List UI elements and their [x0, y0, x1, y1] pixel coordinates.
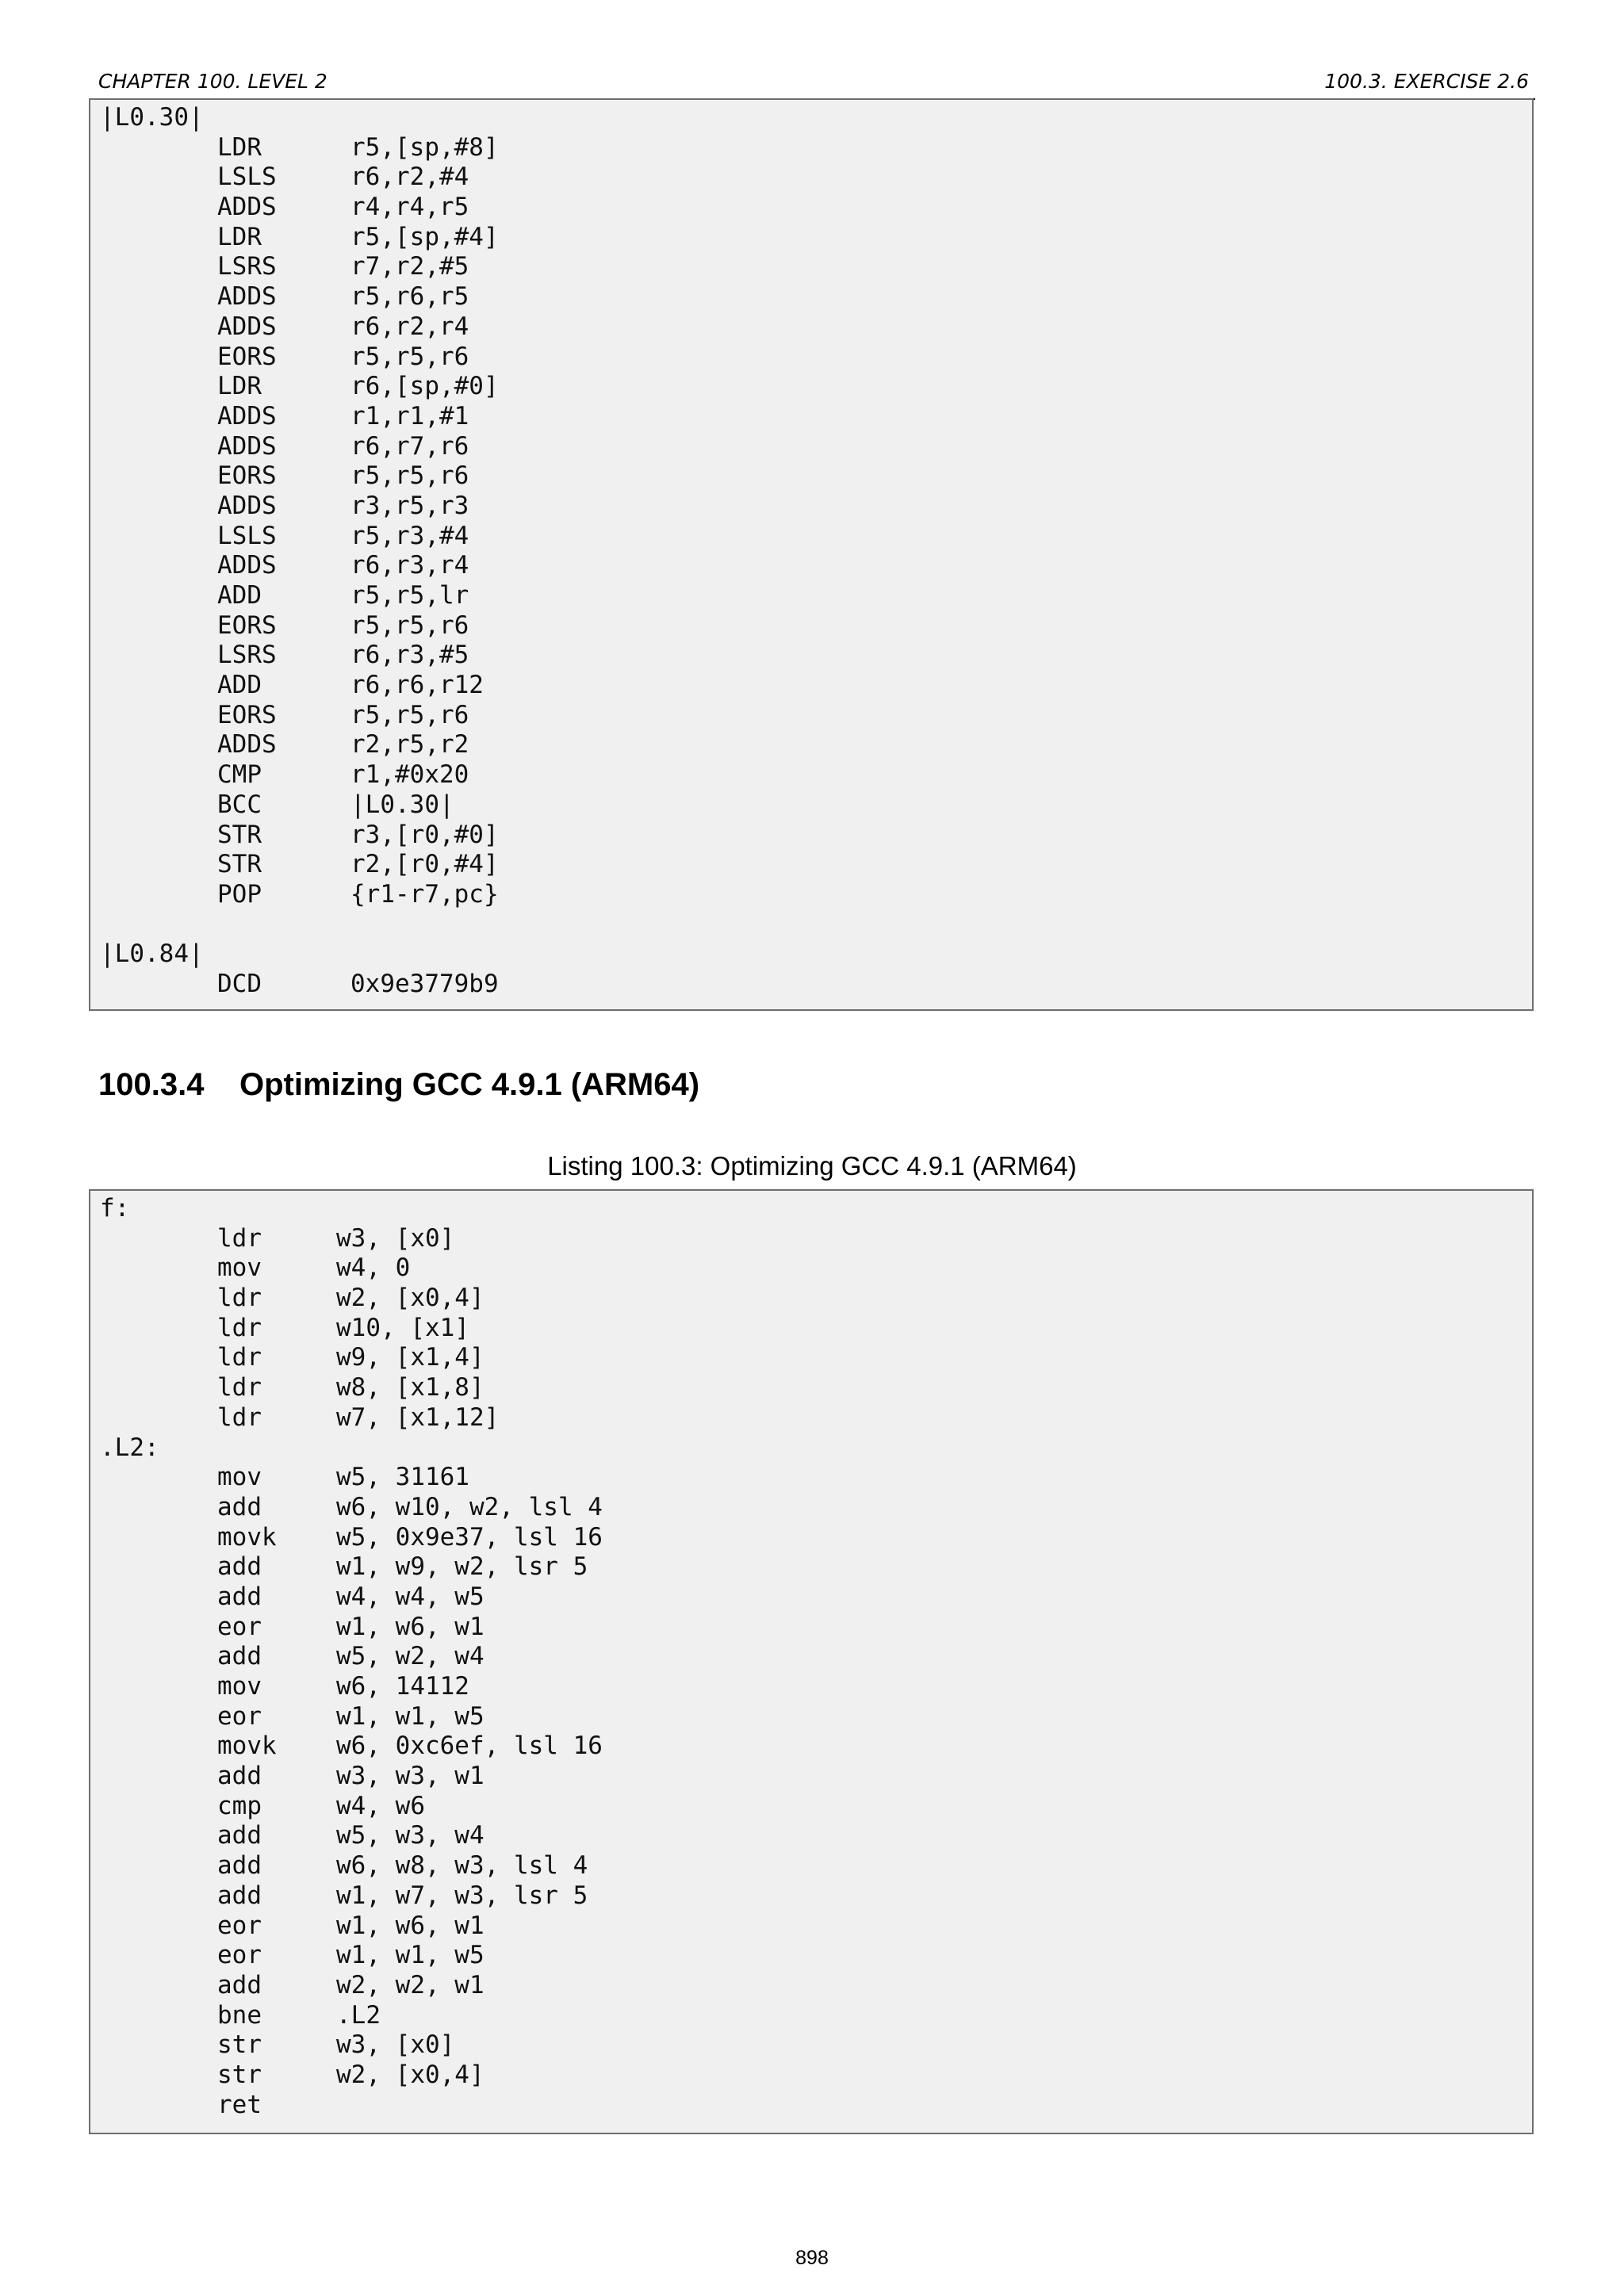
code-operands: w8, [x1,8]	[336, 1373, 485, 1402]
code-line	[100, 432, 1532, 462]
code-mnemonic: add	[217, 1821, 262, 1850]
section-title: 100.3. EXERCISE 2.6	[1324, 70, 1529, 93]
code-line	[100, 1851, 1532, 1881]
code-line	[100, 1194, 1532, 1224]
code-label: |L0.30|	[100, 103, 204, 132]
code-lines	[90, 1194, 1532, 2120]
code-line	[100, 223, 1532, 253]
code-operands: r5,r3,#4	[350, 521, 469, 550]
code-operands: w7, [x1,12]	[336, 1402, 500, 1432]
code-mnemonic: movk	[217, 1732, 277, 1761]
code-line	[100, 2001, 1532, 2031]
code-mnemonic: add	[217, 1851, 262, 1881]
code-operands: r6,r2,r4	[350, 312, 469, 341]
code-operands: r5,r6,r5	[350, 282, 469, 312]
code-operands: w9, [x1,4]	[336, 1343, 485, 1372]
code-line	[100, 1613, 1532, 1643]
code-line	[100, 790, 1532, 821]
code-line	[100, 2030, 1532, 2061]
code-line	[100, 1971, 1532, 2001]
code-line	[100, 939, 1532, 970]
code-line	[100, 1582, 1532, 1613]
code-line	[100, 581, 1532, 611]
code-operands: r5,r5,r6	[350, 610, 469, 640]
code-line	[100, 551, 1532, 581]
code-mnemonic: ldr	[217, 1402, 262, 1432]
code-operands: w5, w3, w4	[336, 1821, 485, 1850]
code-line	[100, 133, 1532, 163]
code-line	[100, 1284, 1532, 1314]
code-operands: w1, w1, w5	[336, 1701, 485, 1731]
code-line	[100, 2061, 1532, 2091]
section-heading	[98, 1067, 699, 1103]
code-mnemonic: LSLS	[217, 163, 277, 192]
code-mnemonic: LSLS	[217, 521, 277, 550]
code-operands: w6, w8, w3, lsl 4	[336, 1851, 588, 1881]
code-mnemonic: ret	[217, 2090, 262, 2119]
code-mnemonic: movk	[217, 1522, 277, 1552]
code-mnemonic: add	[217, 1762, 262, 1791]
code-label: |L0.84|	[100, 939, 204, 969]
code-operands: w3, w3, w1	[336, 1762, 485, 1791]
code-line	[100, 1373, 1532, 1403]
code-line	[100, 821, 1532, 851]
code-mnemonic: EORS	[217, 461, 277, 491]
code-line	[100, 1523, 1532, 1553]
code-line	[100, 522, 1532, 552]
code-mnemonic: LDR	[217, 222, 262, 251]
code-operands: w4, w6	[336, 1791, 425, 1820]
code-line	[100, 103, 1532, 133]
code-line	[100, 641, 1532, 671]
code-mnemonic: ADDS	[217, 193, 277, 222]
code-mnemonic: ADDS	[217, 730, 277, 760]
code-mnemonic: eor	[217, 1911, 262, 1940]
code-line	[100, 850, 1532, 880]
code-line	[100, 1552, 1532, 1582]
code-mnemonic: ADD	[217, 581, 262, 610]
code-operands: r6,r3,#5	[350, 641, 469, 670]
code-operands: r6,r6,r12	[350, 671, 484, 700]
code-line	[100, 252, 1532, 282]
code-mnemonic: ADDS	[217, 491, 277, 520]
code-operands: w1, w1, w5	[336, 1941, 485, 1970]
code-mnemonic: eor	[217, 1941, 262, 1970]
code-line	[100, 970, 1532, 1000]
code-operands: |L0.30|	[350, 790, 454, 819]
code-operands: r2,[r0,#4]	[350, 850, 499, 879]
code-mnemonic: eor	[217, 1701, 262, 1731]
code-line	[100, 1881, 1532, 1911]
code-operands: r5,r5,r6	[350, 700, 469, 729]
code-operands: 0x9e3779b9	[350, 969, 499, 998]
code-mnemonic: cmp	[217, 1791, 262, 1820]
section-heading-title: Optimizing GCC 4.9.1 (ARM64)	[239, 1067, 700, 1102]
code-mnemonic: eor	[217, 1612, 262, 1641]
code-line	[100, 1433, 1532, 1464]
code-line	[100, 163, 1532, 193]
code-mnemonic: str	[217, 2060, 262, 2089]
code-mnemonic: ADDS	[217, 282, 277, 312]
code-operands: w3, [x0]	[336, 2030, 455, 2060]
code-operands: w2, [x0,4]	[336, 2060, 485, 2089]
code-operands: r6,r3,r4	[350, 551, 469, 580]
code-line	[100, 760, 1532, 790]
code-line	[100, 461, 1532, 492]
code-operands: w3, [x0]	[336, 1223, 455, 1253]
code-line	[100, 1463, 1532, 1493]
code-line	[100, 282, 1532, 312]
code-operands: w5, w2, w4	[336, 1642, 485, 1671]
code-line	[100, 372, 1532, 402]
code-line	[100, 402, 1532, 432]
code-listing-arm-thumb	[89, 98, 1534, 1011]
page-number: 898	[795, 2247, 829, 2269]
code-operands: r3,[r0,#0]	[350, 820, 499, 849]
code-mnemonic: POP	[217, 879, 262, 909]
code-mnemonic: mov	[217, 1672, 262, 1701]
code-mnemonic: mov	[217, 1253, 262, 1283]
code-line	[100, 342, 1532, 373]
code-line	[100, 1702, 1532, 1732]
code-line	[100, 701, 1532, 731]
code-operands: w6, 14112	[336, 1672, 469, 1701]
code-operands: r2,r5,r2	[350, 730, 469, 760]
code-line	[100, 1253, 1532, 1284]
code-mnemonic: LSRS	[217, 252, 277, 281]
code-line	[100, 1343, 1532, 1373]
code-mnemonic: ADDS	[217, 401, 277, 430]
code-line	[100, 910, 1532, 940]
code-mnemonic: add	[217, 1492, 262, 1521]
code-line	[100, 1403, 1532, 1433]
code-mnemonic: EORS	[217, 700, 277, 729]
code-operands: w4, w4, w5	[336, 1582, 485, 1611]
code-operands: .L2	[336, 2000, 381, 2030]
code-mnemonic: EORS	[217, 342, 277, 371]
code-listing-arm64	[89, 1189, 1534, 2134]
code-line	[100, 671, 1532, 701]
code-line	[100, 1941, 1532, 1971]
code-operands: r4,r4,r5	[350, 193, 469, 222]
code-mnemonic: DCD	[217, 969, 262, 998]
code-label: .L2:	[100, 1433, 159, 1462]
code-mnemonic: ldr	[217, 1313, 262, 1342]
code-line	[100, 2091, 1532, 2121]
code-operands: r6,[sp,#0]	[350, 372, 499, 401]
code-operands: r1,#0x20	[350, 760, 469, 790]
code-mnemonic: EORS	[217, 610, 277, 640]
code-line	[100, 1792, 1532, 1822]
code-operands: w1, w9, w2, lsr 5	[336, 1552, 588, 1582]
code-line	[100, 1642, 1532, 1672]
code-mnemonic: add	[217, 1552, 262, 1582]
code-mnemonic: LDR	[217, 372, 262, 401]
section-number: 100.3.4	[98, 1067, 205, 1102]
code-operands: w10, [x1]	[336, 1313, 469, 1342]
code-mnemonic: LSRS	[217, 641, 277, 670]
code-operands: w1, w6, w1	[336, 1612, 485, 1641]
code-operands: r5,[sp,#4]	[350, 222, 499, 251]
code-operands: w2, w2, w1	[336, 1970, 485, 1999]
code-operands: r5,r5,r6	[350, 342, 469, 371]
code-line	[100, 193, 1532, 223]
code-operands: r5,[sp,#8]	[350, 132, 499, 162]
code-mnemonic: BCC	[217, 790, 262, 819]
code-mnemonic: ldr	[217, 1223, 262, 1253]
code-mnemonic: mov	[217, 1463, 262, 1492]
code-line	[100, 1314, 1532, 1344]
code-mnemonic: ldr	[217, 1373, 262, 1402]
code-line	[100, 312, 1532, 342]
code-operands: w5, 31161	[336, 1463, 469, 1492]
running-header	[89, 70, 1535, 100]
code-mnemonic: ldr	[217, 1284, 262, 1313]
code-operands: r1,r1,#1	[350, 401, 469, 430]
code-operands: w6, 0xc6ef, lsl 16	[336, 1732, 603, 1761]
code-operands: r5,r5,lr	[350, 581, 469, 610]
code-operands: r3,r5,r3	[350, 491, 469, 520]
code-mnemonic: ldr	[217, 1343, 262, 1372]
code-line	[100, 611, 1532, 641]
code-line	[100, 1762, 1532, 1792]
code-line	[100, 1911, 1532, 1942]
code-line	[100, 1493, 1532, 1523]
code-operands: r6,r2,#4	[350, 163, 469, 192]
code-operands: r6,r7,r6	[350, 431, 469, 461]
code-mnemonic: CMP	[217, 760, 262, 790]
code-operands: w1, w6, w1	[336, 1911, 485, 1940]
code-mnemonic: ADDS	[217, 312, 277, 341]
code-operands: w6, w10, w2, lsl 4	[336, 1492, 603, 1521]
code-operands: w4, 0	[336, 1253, 411, 1283]
code-line	[100, 1821, 1532, 1851]
code-mnemonic: add	[217, 1881, 262, 1910]
code-line	[100, 1732, 1532, 1762]
chapter-title: CHAPTER 100. LEVEL 2	[98, 70, 327, 93]
code-mnemonic: LDR	[217, 132, 262, 162]
code-mnemonic: bne	[217, 2000, 262, 2030]
code-mnemonic: str	[217, 2030, 262, 2060]
code-mnemonic: ADD	[217, 671, 262, 700]
code-operands: r5,r5,r6	[350, 461, 469, 491]
code-mnemonic: ADDS	[217, 551, 277, 580]
code-mnemonic: ADDS	[217, 431, 277, 461]
code-line	[100, 880, 1532, 910]
code-lines	[90, 103, 1532, 1000]
code-line	[100, 1224, 1532, 1254]
code-mnemonic: STR	[217, 850, 262, 879]
code-mnemonic: add	[217, 1582, 262, 1611]
code-label: f:	[100, 1194, 130, 1223]
code-operands: {r1-r7,pc}	[350, 879, 499, 909]
code-operands: w5, 0x9e37, lsl 16	[336, 1522, 603, 1552]
code-line	[100, 730, 1532, 760]
code-mnemonic: add	[217, 1642, 262, 1671]
code-operands: w2, [x0,4]	[336, 1284, 485, 1313]
listing-caption: Listing 100.3: Optimizing GCC 4.9.1 (ARM64)	[547, 1151, 1077, 1181]
code-mnemonic: STR	[217, 820, 262, 849]
code-line	[100, 492, 1532, 522]
code-line	[100, 1672, 1532, 1702]
code-operands: r7,r2,#5	[350, 252, 469, 281]
code-mnemonic: add	[217, 1970, 262, 1999]
code-operands: w1, w7, w3, lsr 5	[336, 1881, 588, 1910]
